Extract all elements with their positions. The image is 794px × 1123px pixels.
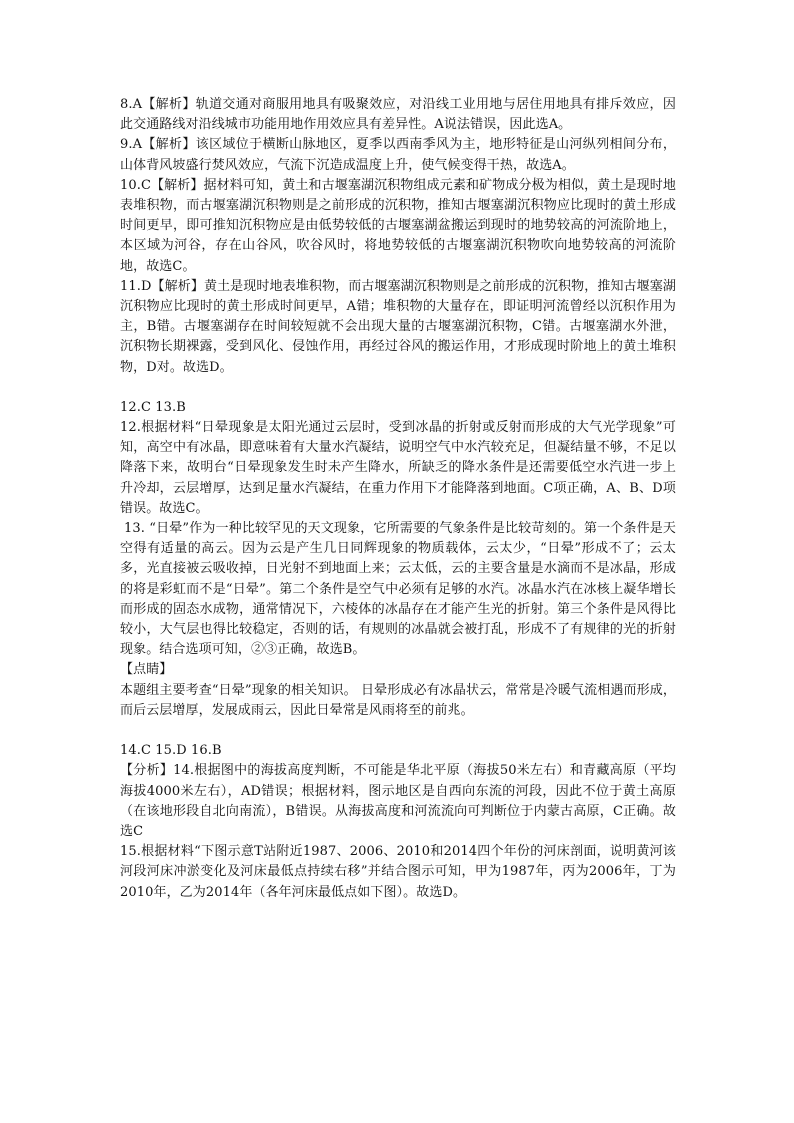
answer-14-explanation: 【分析】14.根据图中的海拔高度判断，不可能是华北平原（海拔50米左右）和青藏高原（平均海拔4000米左右），AD错误；根据材料，图示地区是自西向东流的河段，因此不位于黄土高原（在该地形段自北向南流），B错误。从海拔高度和河流流向可判断位于内蒙古高原，C正确。故选C [120, 763, 676, 839]
answer-9-explanation: 9.A【解析】该区域位于横断山脉地区，夏季以西南季风为主，地形特征是山河纵列相间分布，山体背风坡盛行焚风效应，气流下沉造成温度上升，使气候变得干热，故选A。 [120, 137, 676, 173]
answer-13-explanation: 13. “日晕”作为一种比较罕见的天文现象，它所需要的气象条件是比较苛刻的。第一个条件是天空得有适量的高云。因为云是产生几日同辉现象的物质载体，云太少，“日晕”形成不了；云太多，光直接被云吸收掉，日光射不到地面上来；云太低，云的主要含量是水滴而不是冰晶，形成的将是彩虹而不是“日晕”。第二个条件是空气中必须有足够的水汽。冰晶水汽在冰核上凝华增长而形成的固态水成物，通常情况下，六棱体的冰晶存在才能产生光的折射。第三个条件是风得比较小，大气层也得比较稳定，否则的话，有规则的冰晶就会被打乱，形成不了有规律的光的折射现象。结合选项可知，②③正确，故选B。 [120, 521, 676, 658]
document-body [120, 95, 676, 903]
spacer [120, 721, 676, 741]
answers-14-16: 14.C 15.D 16.B [120, 743, 222, 759]
answers-12-13: 12.C 13.B [120, 399, 186, 415]
dianjing-text: 本题组主要考查“日晕”现象的相关知识。 日晕形成必有冰晶状云，常常是冷暖气流相遇而形成，而后云层增厚，发展成雨云，因此日晕常是风雨将至的前兆。 [120, 682, 676, 718]
answer-12-explanation: 12.根据材料“日晕现象是太阳光通过云层时，受到冰晶的折射或反射而形成的大气光学现象”可知，高空中有冰晶，即意味着有大量水汽凝结，说明空气中水汽较充足，但凝结量不够，不足以降落下来，故明台“日晕现象发生时未产生降水，所缺乏的降水条件是还需要低空水汽进一步上升冷却，云层增厚，达到足量水汽凝结，在重力作用下才能降落到地面。C项正确，A、B、D项错误。故选C。 [120, 420, 676, 516]
answer-15-explanation: 15.根据材料“下图示意T站附近1987、2006、2010和2014四个年份的河床剖面，说明黄河该河段河床冲淤变化及河床最低点持续右移”并结合图示可知，甲为1987年，丙为2006年，丁为2010年，乙为2014年（各年河床最低点如下图）。故选D。 [120, 844, 676, 900]
answer-11-explanation: 11.D【解析】黄土是现时地表堆积物，而古堰塞湖沉积物则是之前形成的沉积物，推知古堰塞湖沉积物应比现时的黄土形成时间更早，A错；堆积物的大量存在，即证明河流曾经以沉积作用为主，B错。古堰塞湖存在时间较短就不会出现大量的古堰塞湖沉积物，C错。古堰塞湖水外泄，沉积物长期裸露，受到风化、侵蚀作用，再经过谷风的搬运作用，才形成现时阶地上的黄土堆积物，D对。故选D。 [120, 278, 676, 375]
dianjing-label: 【点睛】 [120, 662, 173, 678]
answer-8-explanation: 8.A【解析】轨道交通对商服用地具有吸聚效应，对沿线工业用地与居住用地具有排斥效应，因此交通路线对沿线城市功能用地作用效应具有差异性。A说法错误，因此选A。 [120, 97, 676, 133]
answer-10-explanation: 10.C【解析】据材料可知，黄土和古堰塞湖沉积物组成元素和矿物成分极为相似，黄土是现时地表堆积物，而古堰塞湖沉积物则是之前形成的沉积物，推知古堰塞湖沉积物应比现时的黄土形成时间更早，即可推知沉积物应是由低势较低的古堰塞湖盆搬运到现时的地势较高的河流阶地上，本区域为河谷，存在山谷风，吹谷风时，将地势较低的古堰塞湖沉积物吹向地势较高的河流阶地，故选C。 [120, 177, 676, 274]
spacer [120, 378, 676, 398]
